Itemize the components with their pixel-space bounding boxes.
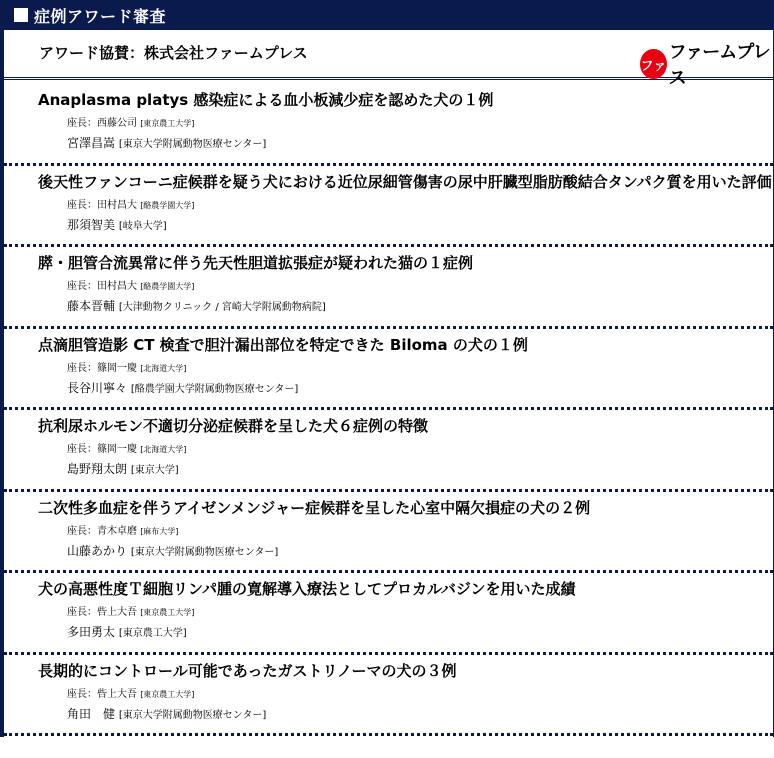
chair-label: 座長： xyxy=(67,281,97,292)
presenter-line xyxy=(67,297,326,314)
chair-affiliation: [東京農工大学] xyxy=(140,689,195,699)
chair-line xyxy=(67,196,194,211)
entry-title: 後天性ファンコーニ症候群を疑う犬における近位尿細管傷害の尿中肝臓型脂肪酸結合タンパク質を用いた評価 xyxy=(38,172,772,191)
section-title: 症例アワード審査 xyxy=(34,6,167,26)
presenter-line xyxy=(67,134,266,151)
presenter-name: 島野翔太朗 xyxy=(67,462,128,476)
chair-affiliation: [北海道大学] xyxy=(140,445,187,454)
chair-line xyxy=(67,685,194,700)
chair-name: 田村昌大 xyxy=(97,199,137,211)
entry-title: 点滴胆管造影 CT 検査で胆汁漏出部位を特定できた Biloma の犬の１例 xyxy=(38,335,528,354)
chair-line xyxy=(67,359,186,374)
sponsor-row xyxy=(4,30,773,89)
chair-affiliation: [東京農工大学] xyxy=(140,608,195,617)
entry-title: 抗利尿ホルモン不適切分泌症候群を呈した犬６症例の特徴 xyxy=(38,417,429,435)
chair-label: 座長： xyxy=(67,607,97,618)
presenter-line xyxy=(67,460,179,477)
presenter-name: 宮澤昌嵩 xyxy=(67,136,116,150)
presenter-name: 山藤あかり xyxy=(67,543,128,558)
chair-name: 西藤公司 xyxy=(97,118,137,129)
chair-name: 篠岡一慶 xyxy=(97,444,137,455)
chair-name: 青木卓磨 xyxy=(97,525,137,537)
entry-title: Anaplasma platys 感染症による血小板減少症を認めた犬の１例 xyxy=(38,91,494,109)
presenter-line xyxy=(67,623,187,640)
chair-name: 田村昌大 xyxy=(97,281,137,292)
chair-name: 呰上大吾 xyxy=(97,607,137,618)
entry-title: 二次性多血症を伴うアイゼンメンジャー症候群を呈した心室中隔欠損症の犬の２例 xyxy=(38,498,591,517)
logo-text: ファームプレス xyxy=(668,42,770,89)
square-bullet-icon xyxy=(14,8,28,22)
entry-title: 長期的にコントロール可能であったガストリノーマの犬の３例 xyxy=(38,661,457,680)
chair-label: 座長： xyxy=(67,199,97,211)
entry-title: 犬の高悪性度Ｔ細胞リンパ腫の寛解導入療法としてプロカルバジンを用いた成績 xyxy=(38,580,576,598)
list-item xyxy=(4,573,773,655)
presenter-name: 那須智美 xyxy=(67,217,116,232)
chair-line xyxy=(67,277,194,292)
presenter-affiliation: [大津動物クリニック / 宮崎大学附属動物病院] xyxy=(118,302,326,313)
chair-label: 座長： xyxy=(67,688,97,700)
chair-affiliation: [北海道大学] xyxy=(140,363,187,373)
entry-list xyxy=(4,84,773,736)
presenter-affiliation: [東京大学附属動物医療センター] xyxy=(130,546,279,558)
presenter-line xyxy=(67,705,266,722)
list-item xyxy=(4,166,773,248)
chair-affiliation: [酪農学園大学] xyxy=(140,200,195,210)
presenter-name: 長谷川寧々 xyxy=(67,380,128,395)
section-header xyxy=(0,0,774,30)
chair-name: 篠岡一慶 xyxy=(97,362,137,374)
chair-line xyxy=(67,440,186,455)
presenter-line xyxy=(67,542,278,559)
chair-affiliation: [麻布大学] xyxy=(140,526,179,536)
chair-label: 座長： xyxy=(67,525,97,537)
chair-affiliation: [酪農学園大学] xyxy=(140,282,195,291)
presenter-name: 藤本晋輔 xyxy=(67,299,116,313)
list-item xyxy=(4,492,773,574)
chair-name: 呰上大吾 xyxy=(97,688,137,700)
presenter-line xyxy=(67,379,298,396)
chair-label: 座長： xyxy=(67,444,97,455)
chair-label: 座長： xyxy=(67,362,97,374)
presenter-affiliation: [東京農工大学] xyxy=(118,628,187,639)
presenter-affiliation: [東京大学附属動物医療センター] xyxy=(118,139,267,150)
list-item xyxy=(4,655,773,737)
presenter-affiliation: [岐阜大学] xyxy=(118,220,167,232)
farmpress-logo xyxy=(640,38,773,90)
presenter-affiliation: [東京大学] xyxy=(130,465,179,476)
chair-line xyxy=(67,522,178,537)
presenter-name: 角田 健 xyxy=(67,706,116,721)
presenter-affiliation: [酪農学園大学附属動物医療センター] xyxy=(130,383,299,395)
chair-affiliation: [東京農工大学] xyxy=(140,119,195,128)
list-item xyxy=(4,247,773,329)
chair-line xyxy=(67,603,194,618)
list-item xyxy=(4,329,773,411)
presenter-affiliation: [東京大学附属動物医療センター] xyxy=(118,709,267,721)
list-item xyxy=(4,84,773,166)
entry-title: 膵・胆管合流異常に伴う先天性胆道拡張症が疑われた猫の１症例 xyxy=(38,254,474,272)
chair-line xyxy=(67,114,194,129)
list-item xyxy=(4,410,773,492)
presenter-line xyxy=(67,216,167,233)
sponsor-text: アワード協賛：株式会社ファームプレス xyxy=(39,44,308,62)
presenter-name: 多田勇太 xyxy=(67,625,116,639)
chair-label: 座長： xyxy=(67,118,97,129)
logo-mark-icon: ファ xyxy=(640,49,667,79)
